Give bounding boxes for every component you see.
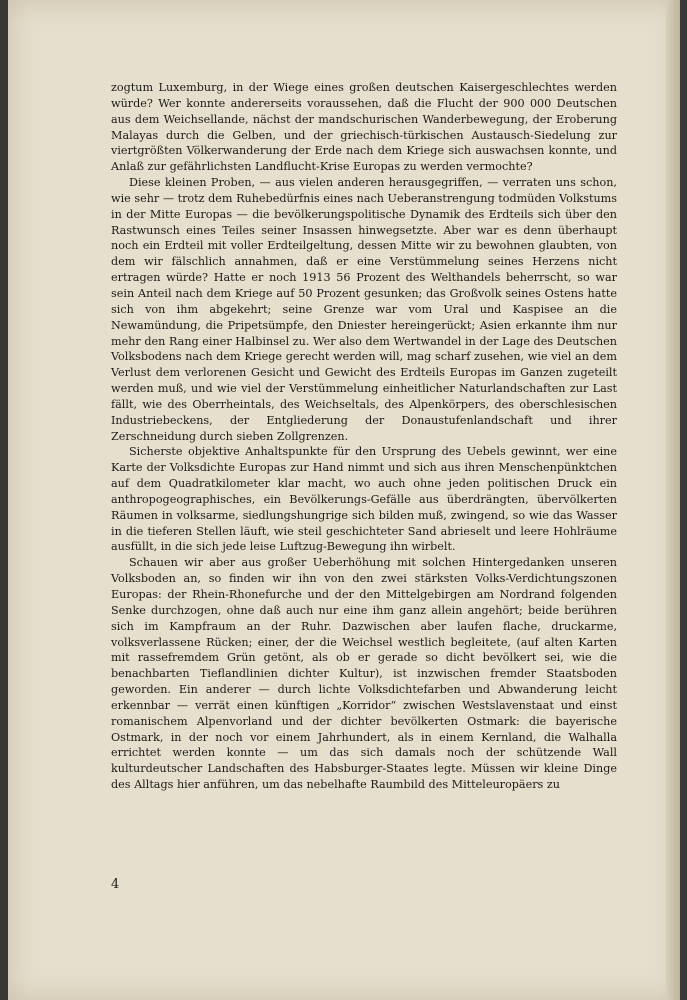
paragraph-4: Schauen wir aber aus großer Ueberhöhung mit solchen Hintergedanken unseren Volksboden an, so finden wir ihn von den zwei stärksten Volks-Verdichtungszonen Europas: der Rhein-Rhonefurche und der den Mittelgebirgen am Nordrand folgenden Senke durchzogen, ohne daß auch nur eine ihm ganz allein angehört; beide berühren sich im Kampfraum an der Ruhr. Dazwischen aber laufen flache, druckarme, volksverlassene Rücken; einer, der die Weichsel westlich begleitete, (auf alten Karten mit rassefremdem Grün getönt, als ob er gerade so dicht bevölkert sei, wie die benachbarten Tieflandlinien dichter Kultur), ist inzwischen fremder Staatsboden geworden. Ein anderer — durch lichte Volksdichtefarben und Abwanderung leicht erkennbar — verrät einen künftigen „Korridor“ zwischen Westslavenstaat und einst romanischem Alpenvorland und der dichter bevölkerten Ostmark: die bayerische Ostmark, in der noch vor einem Jahrhundert, als in einem Kernland, die Walhalla errichtet werden konnte — um das sich damals noch der schützende Wall kulturdeutscher Landschaften des Habsburger-Staates legte. Müssen wir kleine Dinge des Alltags hier anführen, um das nebelhafte Raumbild des Mitteleuropäers zu xyxy=(111,556,617,792)
paragraph-3: Sicherste objektive Anhaltspunkte für den Ursprung des Uebels gewinnt, wer eine Karte der Volksdichte Europas zur Hand nimmt und sich aus ihren Menschenpünktchen auf dem Quadratkilometer klar macht, wo auch ohne jeden politischen Druck ein anthropogeographisches, ein Bevölkerungs-Gefälle aus überdrängten, übervölkerten Räumen in volksarme, siedlungshungrige sich bilden muß, zwingend, so wie das Wasser in die tieferen Stellen läuft, wie steil geschichteter Sand abrieselt und leere Hohlräume ausfüllt, in die sich jede leise Luftzug-Bewegung ihn wirbelt. xyxy=(111,445,617,554)
body-text xyxy=(111,80,617,793)
paragraph-1: zogtum Luxemburg, in der Wiege eines großen deutschen Kaisergeschlechtes werden würde? Wer konnte andererseits voraussehen, daß die Flucht der 900 000 Deutschen aus dem Weichsellande, nächst der mandschurischen Wanderbewegung, der Eroberung Malayas durch die Gelben, und der griechisch-türkischen Austausch-Siedelung zur viertgrößten Völkerwanderung der Erde nach dem Kriege sich auswachsen konnte, und Anlaß zur gefährlichsten Landflucht-Krise Europas zu werden vermochte? xyxy=(111,81,617,174)
paragraph-2: Diese kleinen Proben, — aus vielen anderen herausgegriffen, — verraten uns schon, wie sehr — trotz dem Ruhebedürfnis eines nach Ueberanstrengung todmüden Volkstums in der Mitte Europas — die bevölkerungspolitische Dynamik des Erdteils sich über den Rastwunsch eines Teiles seiner Insassen hinwegsetzte. Aber war es denn überhaupt noch ein Erdteil mit voller Erdteilgeltung, dessen Mitte wir zu bewohnen glaubten, von dem wir fälschlich annahmen, daß er eine Verstümmelung seines Herzens nicht ertragen würde? Hatte er noch 1913 56 Prozent des Welthandels beherrscht, so war sein Anteil nach dem Kriege auf 50 Prozent gesunken; das Großvolk seines Ostens hatte sich von ihm abgekehrt; seine Grenze war vom Ural und Kaspisee an die Newamündung, die Pripetsümpfe, den Dniester hereingerückt; Asien erkannte ihm nur mehr den Rang einer Halbinsel zu. Wer also dem Wertwandel in der Lage des Deutschen Volksbodens nach dem Kriege gerecht werden will, mag scharf zusehen, wie viel an dem Verlust dem verlorenen Gesicht und Gewicht des Erdteils Europas im Ganzen zugeteilt werden muß, und wie viel der Verstümmelung einheitlicher Naturlandschaften zur Last fällt, wie des Oberrheintals, des Weichseltals, des Alpenkörpers, des oberschlesischen Industriebeckens, der Entgliederung der Donaustufenlandschaft und ihrer Zerschneidung durch sieben Zollgrenzen. xyxy=(111,176,617,443)
page-number: 4 xyxy=(111,877,120,892)
book-page xyxy=(8,0,680,1000)
page-spine xyxy=(666,0,680,1000)
